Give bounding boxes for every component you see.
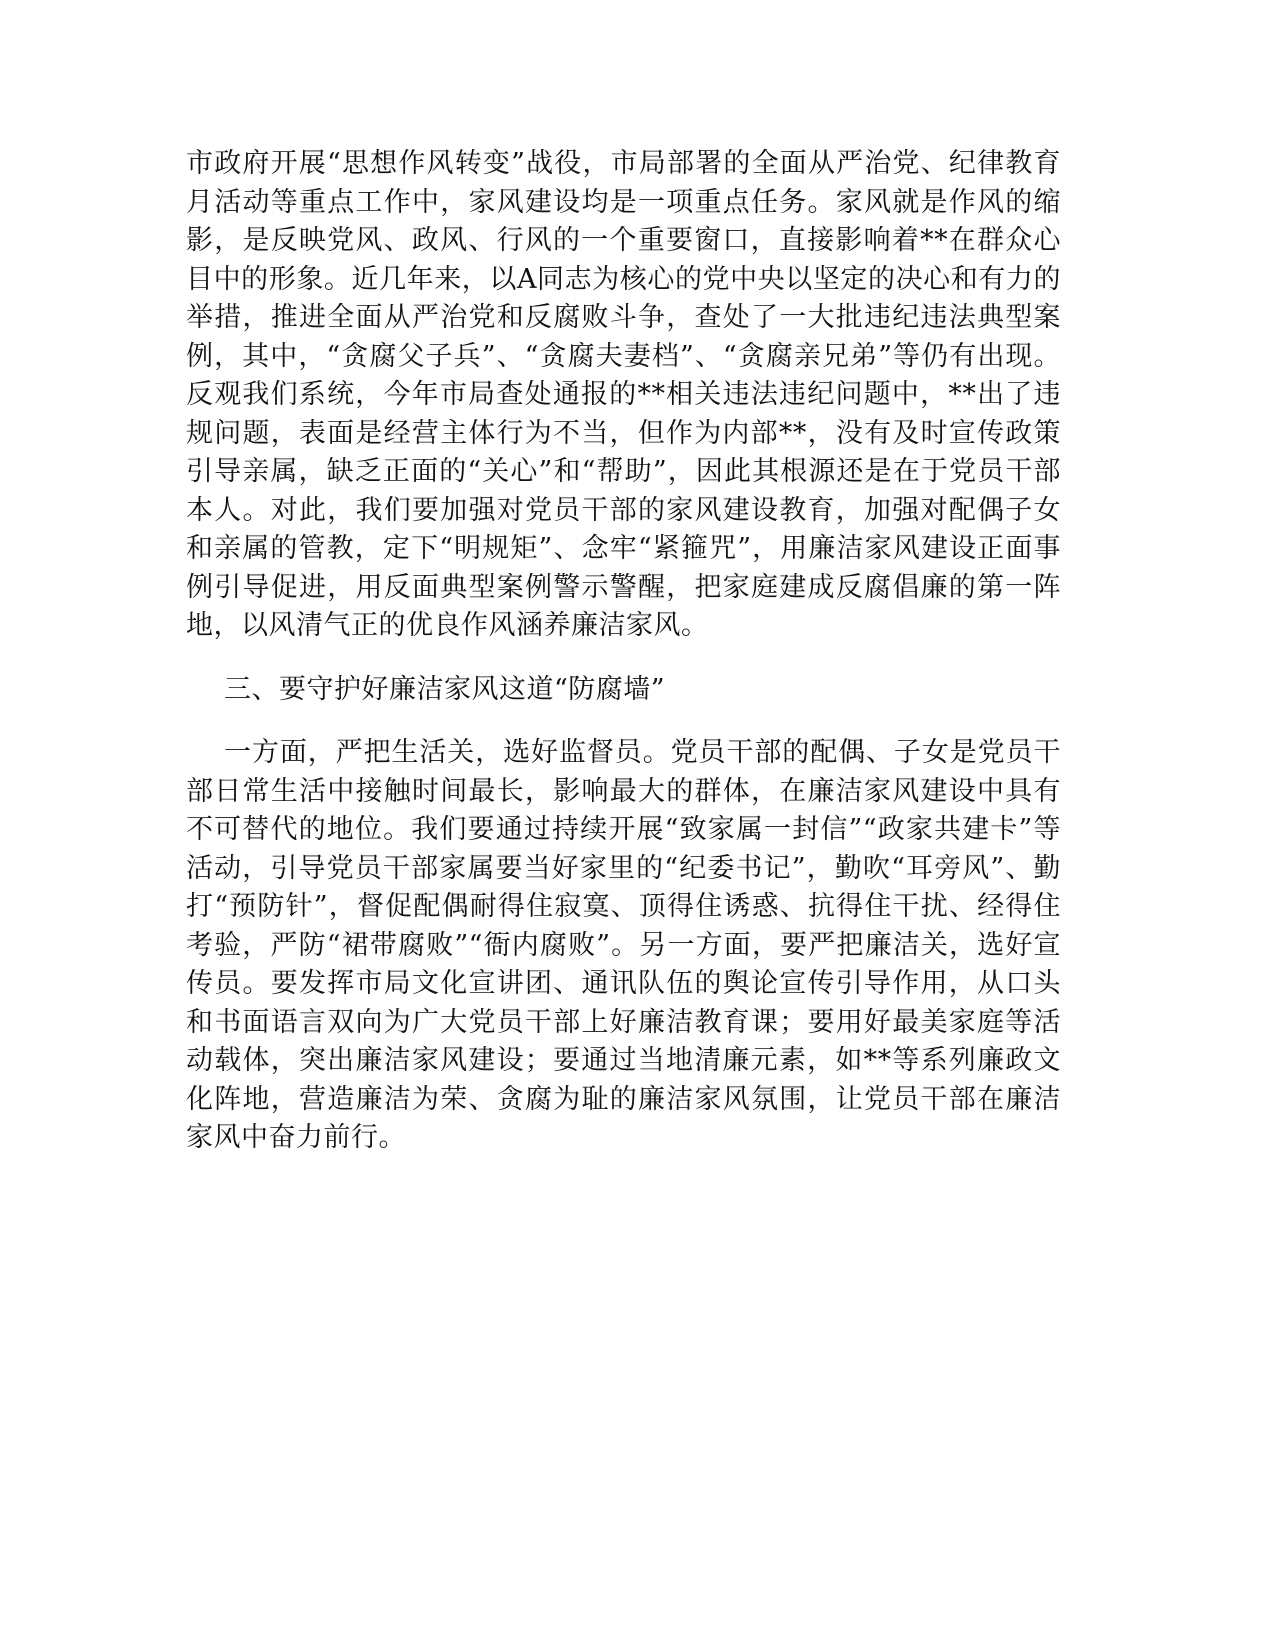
section-heading-3: 三、要守护好廉洁家风这道“防腐墙” bbox=[224, 673, 666, 705]
paragraph-guard-family-style: 一方面，严把生活关，选好监督员。党员干部的配偶、子女是党员干部日常生活中接触时间最长，影响最大的群体，在廉洁家风建设中具有不可替代的地位。我们要通过持续开展“致家属一封信”“政家共建卡”等活动，引导党员干部家属要当好家里的“纪委书记”，勤吹“耳旁风”、勤打“预防针”，督促配偶耐得住寂寞、顶得住诱惑、抗得住干扰、经得住考验，严防“裙带腐败”“衙内腐败”。另一方面，要严把廉洁关，选好宣传员。要发挥市局文化宣讲团、通讯队伍的舆论宣传引导作用，从口头和书面语言双向为广大党员干部上好廉洁教育课；要用好最美家庭等活动载体，突出廉洁家风建设；要通过当地清廉元素，如**等系列廉政文化阵地，营造廉洁为荣、贪腐为耻的廉洁家风氛围，让党员干部在廉洁家风中奋力前行。 bbox=[186, 737, 1061, 1153]
paragraph-family-style: 市政府开展“思想作风转变”战役，市局部署的全面从严治党、纪律教育月活动等重点工作中，家风建设均是一项重点任务。家风就是作风的缩影，是反映党风、政风、行风的一个重要窗口，直接影响着**在群众心目中的形象。近几年来，以A同志为核心的党中央以坚定的决心和有力的举措，推进全面从严治党和反腐败斗争，查处了一大批违纪违法典型案例，其中，“贪腐父子兵”、“贪腐夫妻档”、“贪腐亲兄弟”等仍有出现。反观我们系统，今年市局查处通报的**相关违法违纪问题中，**出了违规问题，表面是经营主体行为不当，但作为内部**，没有及时宣传政策引导亲属，缺乏正面的“关心”和“帮助”，因此其根源还是在于党员干部本人。对此，我们要加强对党员干部的家风建设教育，加强对配偶子女和亲属的管教，定下“明规矩”、念牢“紧箍咒”，用廉洁家风建设正面事例引导促进，用反面典型案例警示警醒，把家庭建成反腐倡廉的第一阵地，以风清气正的优良作风涵养廉洁家风。 bbox=[186, 148, 1061, 641]
document-body bbox=[186, 145, 1061, 1158]
